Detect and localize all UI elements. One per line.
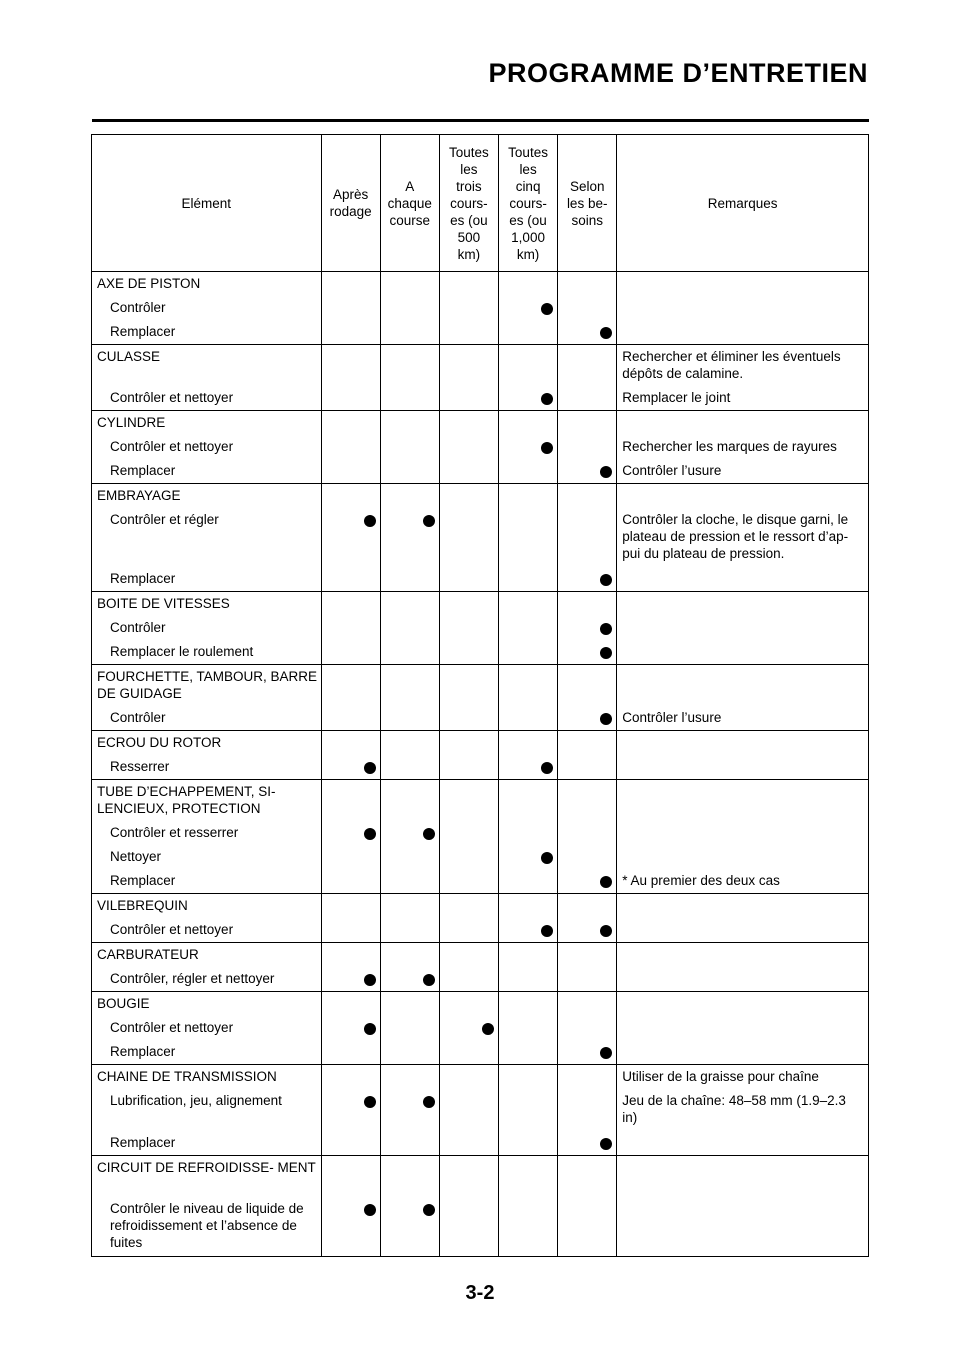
remark-cell <box>617 411 869 484</box>
table-group-row <box>92 411 869 484</box>
interval-cell <box>558 592 617 665</box>
subitem-label: Contrôler <box>110 710 166 725</box>
interval-cell <box>321 1065 380 1156</box>
interval-cell <box>380 411 439 484</box>
remark-cell <box>617 780 869 894</box>
row-remark: Remplacer le joint <box>622 390 731 405</box>
row-remark <box>617 918 868 942</box>
header-as-required: Selon les be- soins <box>558 135 617 272</box>
row-remark <box>617 1016 868 1040</box>
interval-cell <box>558 780 617 894</box>
interval-cell <box>439 345 498 411</box>
table-group-row <box>92 943 869 992</box>
row-remark: Jeu de la chaîne: 48–58 mm (1.9–2.3 in) <box>622 1093 846 1125</box>
interval-cell <box>380 272 439 345</box>
remark-cell <box>617 943 869 992</box>
schedule-dot <box>364 828 376 840</box>
interval-cell <box>499 731 558 780</box>
row-remark <box>617 821 868 845</box>
schedule-dot <box>600 713 612 725</box>
interval-cell <box>499 411 558 484</box>
table-group-row <box>92 1065 869 1156</box>
table-group-row <box>92 592 869 665</box>
item-cell <box>92 780 322 894</box>
schedule-dot <box>600 647 612 659</box>
interval-cell <box>380 665 439 731</box>
header-every-five-races: Toutes les cinq cours- es (ou 1,000 km) <box>499 135 558 272</box>
item-cell <box>92 592 322 665</box>
interval-cell <box>499 780 558 894</box>
item-cell <box>92 943 322 992</box>
subitem-label: Contrôler et resserrer <box>110 825 239 840</box>
subitem-label: Nettoyer <box>110 849 162 864</box>
schedule-dot <box>541 762 553 774</box>
row-remark <box>617 755 868 779</box>
item-cell <box>92 484 322 592</box>
interval-cell <box>499 1156 558 1257</box>
interval-cell <box>321 411 380 484</box>
category-label: VILEBREQUIN <box>97 898 188 913</box>
interval-cell <box>380 992 439 1065</box>
interval-cell <box>321 592 380 665</box>
category-remark <box>617 943 868 967</box>
interval-cell <box>558 731 617 780</box>
remark-cell <box>617 992 869 1065</box>
category-remark <box>617 411 868 435</box>
interval-cell <box>321 894 380 943</box>
table-group-row <box>92 992 869 1065</box>
interval-cell <box>499 592 558 665</box>
schedule-dot <box>541 393 553 405</box>
interval-cell <box>439 665 498 731</box>
subitem-label: Contrôler et nettoyer <box>110 439 234 454</box>
table-group-row <box>92 345 869 411</box>
schedule-dot <box>541 852 553 864</box>
schedule-dot <box>364 1096 376 1108</box>
header-after-break-in: Après rodage <box>321 135 380 272</box>
row-remark <box>617 616 868 640</box>
interval-cell <box>380 731 439 780</box>
table-group-row <box>92 665 869 731</box>
interval-cell <box>558 1065 617 1156</box>
schedule-dot <box>423 1204 435 1216</box>
interval-cell <box>499 484 558 592</box>
subitem-label: Lubrification, jeu, alignement <box>110 1093 282 1108</box>
interval-cell <box>321 943 380 992</box>
subitem-label: Resserrer <box>110 759 170 774</box>
row-remark: Contrôler l’usure <box>622 710 722 725</box>
interval-cell <box>558 665 617 731</box>
category-label: CHAINE DE TRANSMISSION <box>97 1069 277 1084</box>
interval-cell <box>499 345 558 411</box>
schedule-dot <box>423 515 435 527</box>
item-cell <box>92 1065 322 1156</box>
item-cell <box>92 894 322 943</box>
category-label: CIRCUIT DE REFROIDISSE- MENT <box>97 1160 316 1175</box>
interval-cell <box>499 894 558 943</box>
item-cell <box>92 665 322 731</box>
interval-cell <box>321 1156 380 1257</box>
remark-cell <box>617 484 869 592</box>
interval-cell <box>380 1156 439 1257</box>
subitem-label: Remplacer <box>110 1135 176 1150</box>
header-remarks: Remarques <box>617 135 869 272</box>
interval-cell <box>499 992 558 1065</box>
interval-cell <box>558 992 617 1065</box>
header-every-race: A chaque course <box>380 135 439 272</box>
item-cell <box>92 1156 322 1257</box>
row-remark: * Au premier des deux cas <box>622 873 780 888</box>
schedule-dot <box>423 828 435 840</box>
interval-cell <box>439 943 498 992</box>
subitem-label: Contrôler <box>110 300 166 315</box>
row-remark <box>617 1040 868 1064</box>
category-label: CYLINDRE <box>97 415 166 430</box>
item-cell <box>92 411 322 484</box>
interval-cell <box>439 272 498 345</box>
row-remark: Contrôler la cloche, le disque garni, le plateau de pression et le ressort d’ap- pui du plateau de pression. <box>622 512 849 561</box>
subitem-label: Contrôler <box>110 620 166 635</box>
category-label: CARBURATEUR <box>97 947 199 962</box>
interval-cell <box>321 780 380 894</box>
remark-cell <box>617 731 869 780</box>
schedule-dot <box>600 876 612 888</box>
schedule-dot <box>600 1138 612 1150</box>
page-number: 3-2 <box>465 1282 495 1304</box>
interval-cell <box>321 345 380 411</box>
header-item: Elément <box>92 135 322 272</box>
interval-cell <box>380 484 439 592</box>
maintenance-table <box>91 134 869 1257</box>
interval-cell <box>499 665 558 731</box>
schedule-dot <box>541 442 553 454</box>
category-remark <box>617 992 868 1016</box>
subitem-label: Contrôler et régler <box>110 512 219 527</box>
schedule-dot <box>364 1023 376 1035</box>
table-group-row <box>92 894 869 943</box>
table-group-row <box>92 1156 869 1257</box>
category-remark <box>617 592 868 616</box>
interval-cell <box>380 1065 439 1156</box>
interval-cell <box>439 992 498 1065</box>
category-remark <box>617 665 868 706</box>
row-remark <box>617 845 868 869</box>
category-remark <box>617 1156 868 1197</box>
category-remark <box>617 894 868 918</box>
remark-cell <box>617 1065 869 1156</box>
subitem-label: Contrôler, régler et nettoyer <box>110 971 275 986</box>
interval-cell <box>380 780 439 894</box>
interval-cell <box>558 1156 617 1257</box>
subitem-label: Remplacer <box>110 1044 176 1059</box>
item-cell <box>92 272 322 345</box>
interval-cell <box>558 345 617 411</box>
interval-cell <box>321 992 380 1065</box>
subitem-label: Contrôler le niveau de liquide de refroidissement et l’absence de fuites <box>110 1201 304 1250</box>
interval-cell <box>558 943 617 992</box>
category-remark: Rechercher et éliminer les éventuels dépôts de calamine. <box>622 349 841 381</box>
category-label: BOITE DE VITESSES <box>97 596 230 611</box>
category-label: CULASSE <box>97 349 161 364</box>
category-label: AXE DE PISTON <box>97 276 201 291</box>
schedule-dot <box>600 574 612 586</box>
interval-cell <box>321 731 380 780</box>
category-label: TUBE D’ECHAPPEMENT, SI- LENCIEUX, PROTECTION <box>97 784 276 816</box>
interval-cell <box>439 411 498 484</box>
interval-cell <box>558 484 617 592</box>
row-remark <box>617 640 868 664</box>
interval-cell <box>380 943 439 992</box>
item-cell <box>92 345 322 411</box>
subitem-label: Remplacer <box>110 873 176 888</box>
row-remark <box>617 967 868 991</box>
schedule-dot <box>600 327 612 339</box>
interval-cell <box>558 411 617 484</box>
title-rule <box>92 119 869 122</box>
header-every-three-races: Toutes les trois cours- es (ou 500 km) <box>439 135 498 272</box>
remark-cell <box>617 665 869 731</box>
interval-cell <box>321 665 380 731</box>
row-remark <box>617 567 868 591</box>
interval-cell <box>439 484 498 592</box>
remark-cell <box>617 345 869 411</box>
schedule-dot <box>541 925 553 937</box>
schedule-dot <box>364 1204 376 1216</box>
table-group-row <box>92 484 869 592</box>
schedule-dot <box>600 1047 612 1059</box>
schedule-dot <box>364 515 376 527</box>
interval-cell <box>321 272 380 345</box>
schedule-dot <box>364 762 376 774</box>
interval-cell <box>558 272 617 345</box>
table-header-row <box>92 135 869 272</box>
interval-cell <box>439 780 498 894</box>
row-remark <box>617 1197 868 1256</box>
interval-cell <box>439 1065 498 1156</box>
interval-cell <box>439 894 498 943</box>
category-label: FOURCHETTE, TAMBOUR, BARRE DE GUIDAGE <box>97 669 318 701</box>
schedule-dot <box>364 974 376 986</box>
subitem-label: Remplacer <box>110 571 176 586</box>
row-remark: Rechercher les marques de rayures <box>622 439 837 454</box>
category-remark <box>617 780 868 821</box>
row-remark: Contrôler l’usure <box>622 463 722 478</box>
category-label: EMBRAYAGE <box>97 488 181 503</box>
subitem-label: Remplacer le roulement <box>110 644 254 659</box>
interval-cell <box>380 894 439 943</box>
schedule-dot <box>541 303 553 315</box>
interval-cell <box>439 592 498 665</box>
category-remark <box>617 731 868 755</box>
schedule-dot <box>600 466 612 478</box>
page-title: PROGRAMME D’ENTRETIEN <box>488 58 868 88</box>
schedule-dot <box>482 1023 494 1035</box>
category-remark <box>617 484 868 508</box>
table-group-row <box>92 780 869 894</box>
schedule-dot <box>600 623 612 635</box>
table-body <box>92 272 869 1257</box>
category-label: BOUGIE <box>97 996 150 1011</box>
category-label: ECROU DU ROTOR <box>97 735 222 750</box>
remark-cell <box>617 592 869 665</box>
interval-cell <box>439 731 498 780</box>
schedule-dot <box>423 1096 435 1108</box>
remark-cell <box>617 1156 869 1257</box>
interval-cell <box>499 1065 558 1156</box>
interval-cell <box>499 943 558 992</box>
subitem-label: Contrôler et nettoyer <box>110 1020 234 1035</box>
interval-cell <box>439 1156 498 1257</box>
remark-cell <box>617 894 869 943</box>
interval-cell <box>558 894 617 943</box>
interval-cell <box>321 484 380 592</box>
item-cell <box>92 992 322 1065</box>
interval-cell <box>380 345 439 411</box>
subitem-label: Contrôler et nettoyer <box>110 922 234 937</box>
category-remark: Utiliser de la graisse pour chaîne <box>622 1069 819 1084</box>
subitem-label: Contrôler et nettoyer <box>110 390 234 405</box>
row-remark <box>617 1131 868 1155</box>
table-group-row <box>92 272 869 345</box>
row-remark <box>617 296 868 320</box>
row-remark <box>617 320 868 344</box>
interval-cell <box>499 272 558 345</box>
schedule-dot <box>423 974 435 986</box>
schedule-dot <box>600 925 612 937</box>
subitem-label: Remplacer <box>110 324 176 339</box>
item-cell <box>92 731 322 780</box>
category-remark <box>617 272 868 296</box>
interval-cell <box>380 592 439 665</box>
subitem-label: Remplacer <box>110 463 176 478</box>
remark-cell <box>617 272 869 345</box>
table-group-row <box>92 731 869 780</box>
